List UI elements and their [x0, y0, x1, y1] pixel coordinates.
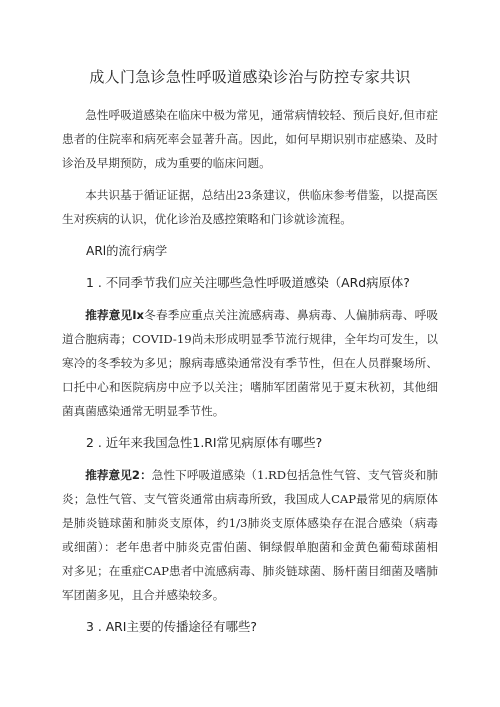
recommendation-label: 推荐意见2：	[85, 468, 152, 482]
recommendation-paragraph	[62, 303, 438, 423]
question-heading: 1 . 不同季节我们应关注哪些急性呼吸道感染（ARd病原体?	[86, 275, 410, 290]
intro-paragraph: 急性呼吸道感染在临床中极为常见，通常病情较轻、预后良好,但市症患者的住院率和病死率会显著升高。因此，如何早期识别市症感染、及时诊治及早期预防，成为重要的临床问题。	[62, 108, 438, 170]
document-title: 成人门急诊急性呼吸道感染诊治与防控专家共识	[89, 68, 411, 86]
section-heading: ARl的流行病学	[86, 244, 168, 258]
recommendation-text: 冬春季应重点关注流感病毒、鼻病毒、人偏肺病毒、呼吸道合胞病毒；COVID-19尚未形成明显季节流行规律，全年均可发生，以寒冷的冬季较为多见；腺病毒感染通常没有季节性，但在人员群聚场所、口托中心和医院病房中应予以关注；嗜肺军团菌常见于夏末秋初，其他细菌真菌感染通常无明显季节性。	[62, 308, 438, 418]
question-heading: 3 . ARI主要的传播途径有哪些?	[86, 619, 257, 634]
question-heading: 2 . 近年来我国急性1.RI常见病原体有哪些?	[86, 435, 323, 450]
intro-paragraph: 本共识基于循证证据，总结出23条建议，供临床参考借鉴，以提高医生对疾病的认识，优化诊治及感控策略和门诊就诊流程。	[62, 188, 438, 226]
recommendation-paragraph	[62, 463, 438, 607]
recommendation-text: 急性下呼吸道感染（1.RD包括急性气管、支气管炎和肺炎；急性气管、支气管炎通常由病毒所致，我国成人CAP最常见的病原体是肺炎链球菌和肺炎支原体，约1/3肺炎支原体感染存在混合感染（病毒或细菌）：老年患者中肺炎克雷伯菌、铜绿假单胞菌和金黄色葡萄球菌相对多见；在重症CAP患者中流感病毒、肺炎链球菌、肠杆菌目细菌及嗜肺军团菌多见，且合并感染较多。	[62, 468, 438, 602]
recommendation-label: 推荐意见Ix	[85, 308, 145, 322]
